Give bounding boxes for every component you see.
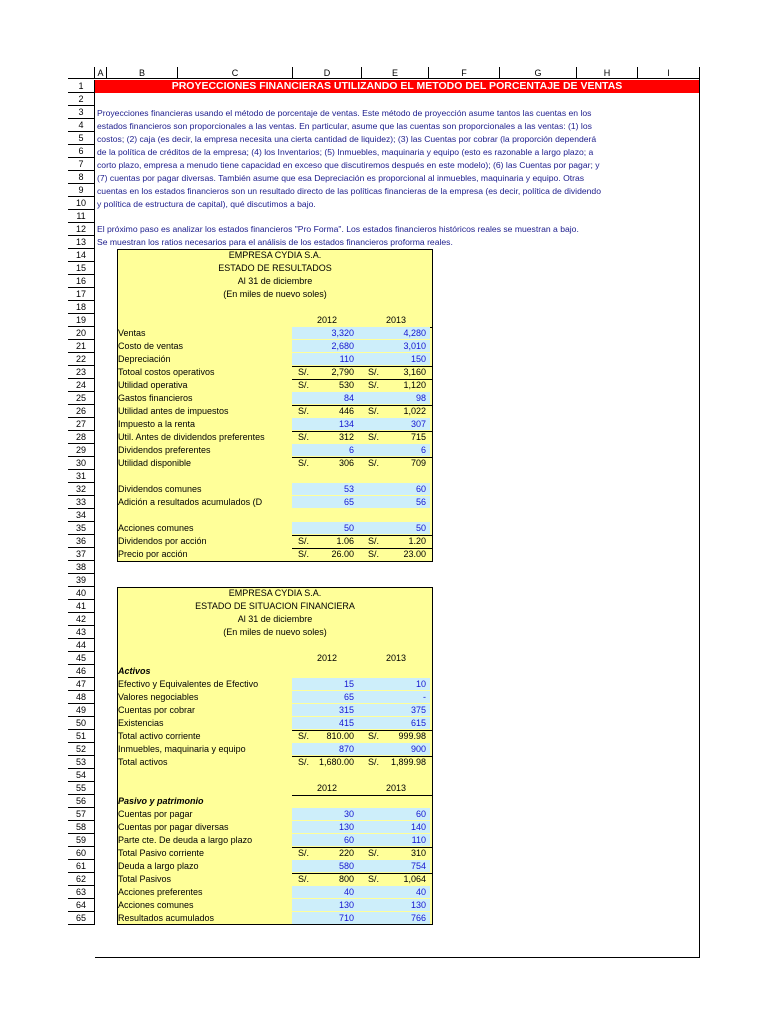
- income-value-2012[interactable]: 110: [339, 354, 354, 364]
- column-header-h[interactable]: H: [577, 67, 638, 79]
- balance-year-2013: 2013: [385, 653, 407, 663]
- income-row-label: Utilidad disponible: [118, 458, 192, 468]
- liabilities-heading: Pasivo y patrimonio: [118, 796, 204, 806]
- balance-value-2012[interactable]: 130: [338, 900, 354, 910]
- balance-value-2012[interactable]: 415: [338, 718, 354, 728]
- income-total-rule: [292, 457, 433, 458]
- income-value-2013[interactable]: 56: [415, 497, 426, 507]
- row-header[interactable]: 44: [68, 639, 95, 652]
- paragraph-line: cuentas en los estados financieros son un resultado directo de las políticas financieras de la empresa (es decir, política de dividendo: [97, 186, 601, 196]
- row-header[interactable]: 28: [68, 431, 95, 444]
- income-currency: S/.: [298, 549, 310, 559]
- paragraph-line: y política de estructura de capital), qué discutimos a bajo.: [97, 199, 316, 209]
- row-header[interactable]: 13: [68, 236, 95, 249]
- column-header-e[interactable]: E: [362, 67, 429, 79]
- balance-value-2012[interactable]: 580: [338, 861, 354, 871]
- balance-year-2012: 2012: [316, 783, 338, 793]
- balance-value-2013[interactable]: 375: [410, 705, 426, 715]
- income-value-2012[interactable]: 3,320: [331, 328, 354, 338]
- income-value-2013[interactable]: 150: [410, 354, 426, 364]
- income-value-2013[interactable]: 3,010: [403, 341, 426, 351]
- row-header[interactable]: 16: [68, 275, 95, 288]
- income-value-2012[interactable]: 446: [338, 406, 354, 416]
- income-value-2012[interactable]: 530: [338, 380, 354, 390]
- income-value-2013[interactable]: 715: [410, 432, 426, 442]
- row-header[interactable]: 45: [68, 652, 95, 665]
- balance-row-label: Total Pasivos: [118, 874, 172, 884]
- row-header[interactable]: 14: [68, 249, 95, 262]
- balance-value-2013[interactable]: 10: [415, 679, 426, 689]
- balance-value-2013[interactable]: -: [423, 692, 426, 702]
- paragraph-line: de la política de créditos de la empresa; (4) los Inventarios; (5) Inmuebles, maquinaria y equipo (esto es razonable a largo plazo; a: [97, 147, 594, 157]
- row-header[interactable]: 1: [68, 80, 95, 93]
- row-header[interactable]: 4: [68, 119, 95, 132]
- balance-value-2012[interactable]: 130: [338, 822, 354, 832]
- row-header[interactable]: 26: [68, 405, 95, 418]
- income-value-2013[interactable]: 1.20: [408, 536, 426, 546]
- balance-value-2013[interactable]: 1,899.98: [390, 757, 426, 767]
- income-value-2012[interactable]: 50: [343, 523, 354, 533]
- row-header[interactable]: 65: [68, 912, 95, 925]
- balance-year-rule: [292, 795, 433, 796]
- income-currency: S/.: [298, 458, 310, 468]
- balance-value-2013[interactable]: 140: [410, 822, 426, 832]
- balance-row-label: Resultados acumulados: [118, 913, 215, 923]
- income-value-2013[interactable]: 98: [415, 393, 426, 403]
- income-date: Al 31 de diciembre: [237, 276, 313, 286]
- income-statement: ESTADO DE RESULTADOS: [218, 263, 332, 273]
- row-header[interactable]: 52: [68, 743, 95, 756]
- balance-row-label: Acciones comunes: [118, 900, 194, 910]
- row-header[interactable]: 30: [68, 457, 95, 470]
- income-value-2013[interactable]: 307: [410, 419, 426, 429]
- row-header[interactable]: 34: [68, 509, 95, 522]
- balance-statement: ESTADO DE SITUACION FINANCIERA: [195, 601, 355, 611]
- income-year-2013: 2013: [385, 315, 407, 325]
- income-row-label: Util. Antes de dividendos preferentes: [118, 432, 265, 442]
- row-header[interactable]: 37: [68, 548, 95, 561]
- balance-currency: S/.: [298, 874, 310, 884]
- balance-value-2013[interactable]: 754: [410, 861, 426, 871]
- balance-currency: S/.: [368, 731, 380, 741]
- income-currency: S/.: [298, 432, 310, 442]
- balance-value-2013[interactable]: 310: [410, 848, 426, 858]
- balance-value-2013[interactable]: 999.98: [398, 731, 426, 741]
- income-row-label: Acciones comunes: [118, 523, 194, 533]
- balance-value-2012[interactable]: 870: [338, 744, 354, 754]
- balance-currency: S/.: [368, 848, 380, 858]
- row-header[interactable]: 7: [68, 158, 95, 171]
- row-header[interactable]: 36: [68, 535, 95, 548]
- income-company: EMPRESA CYDIA S.A.: [228, 250, 322, 260]
- row-header[interactable]: 62: [68, 873, 95, 886]
- paragraph-line: Proyecciones financieras usando el método de porcentaje de ventas. Este método de proyección asume tantos las cuentas en los: [97, 108, 592, 118]
- balance-year-2013: 2013: [385, 783, 407, 793]
- balance-value-2013[interactable]: 615: [410, 718, 426, 728]
- row-header[interactable]: 31: [68, 470, 95, 483]
- income-year-2012: 2012: [316, 315, 338, 325]
- corner-header[interactable]: [68, 67, 95, 79]
- row-header[interactable]: 9: [68, 184, 95, 197]
- row-header[interactable]: 3: [68, 106, 95, 119]
- income-row-label: Dividendos preferentes: [118, 445, 211, 455]
- balance-company: EMPRESA CYDIA S.A.: [228, 588, 322, 598]
- income-value-2013[interactable]: 23.00: [403, 549, 426, 559]
- balance-value-2012[interactable]: 315: [338, 705, 354, 715]
- row-header[interactable]: 50: [68, 717, 95, 730]
- row-header[interactable]: 22: [68, 353, 95, 366]
- balance-total-rule: [292, 847, 433, 848]
- balance-total-rule: [292, 730, 433, 731]
- income-value-2013[interactable]: 50: [415, 523, 426, 533]
- sheet-title[interactable]: PROYECCIONES FINANCIERAS UTILIZANDO EL METODO DEL PORCENTAJE DE VENTAS: [95, 80, 699, 93]
- column-header-f[interactable]: F: [429, 67, 500, 79]
- income-value-2012[interactable]: 2,790: [331, 367, 354, 377]
- income-value-2012[interactable]: 2,680: [331, 341, 354, 351]
- row-header[interactable]: 27: [68, 418, 95, 431]
- row-header[interactable]: 39: [68, 574, 95, 587]
- balance-currency: S/.: [368, 757, 380, 767]
- balance-row-label: Cuentas por pagar: [118, 809, 193, 819]
- row-header[interactable]: 6: [68, 145, 95, 158]
- balance-row-label: Cuentas por pagar diversas: [118, 822, 229, 832]
- row-header[interactable]: 51: [68, 730, 95, 743]
- income-value-2013[interactable]: 1,120: [403, 380, 426, 390]
- income-value-2012[interactable]: 312: [338, 432, 354, 442]
- row-header[interactable]: 25: [68, 392, 95, 405]
- income-currency: S/.: [298, 536, 310, 546]
- income-value-2012[interactable]: 53: [343, 484, 354, 494]
- income-value-2013[interactable]: 60: [415, 484, 426, 494]
- income-currency: S/.: [368, 380, 380, 390]
- income-value-2013[interactable]: 709: [410, 458, 426, 468]
- income-total-rule: [292, 405, 433, 406]
- row-header[interactable]: 19: [68, 314, 95, 327]
- balance-row-label: Parte cte. De deuda a largo plazo: [118, 835, 253, 845]
- row-header[interactable]: 58: [68, 821, 95, 834]
- income-row-label: Precio por acción: [118, 549, 188, 559]
- income-total-rule: [292, 431, 433, 432]
- column-header-b[interactable]: B: [107, 67, 178, 79]
- income-currency: S/.: [298, 380, 310, 390]
- income-currency: S/.: [368, 549, 380, 559]
- row-header[interactable]: 38: [68, 561, 95, 574]
- row-header[interactable]: 47: [68, 678, 95, 691]
- income-row-label: Costo de ventas: [118, 341, 184, 351]
- row-header[interactable]: 43: [68, 626, 95, 639]
- balance-row-label: Efectivo y Equivalentes de Efectivo: [118, 679, 259, 689]
- income-value-2013[interactable]: 4,280: [403, 328, 426, 338]
- balance-value-2013[interactable]: 110: [411, 835, 426, 845]
- row-header[interactable]: 15: [68, 262, 95, 275]
- balance-value-2012[interactable]: 30: [343, 809, 354, 819]
- income-row-label: Gastos financieros: [118, 393, 193, 403]
- row-header[interactable]: 56: [68, 795, 95, 808]
- income-value-2012[interactable]: 26.00: [331, 549, 354, 559]
- row-header[interactable]: 53: [68, 756, 95, 769]
- income-row-label: Adición a resultados acumulados (D: [118, 497, 263, 507]
- income-row-label: Ventas: [118, 328, 146, 338]
- balance-value-2013[interactable]: 900: [410, 744, 426, 754]
- balance-total-rule: [292, 756, 433, 757]
- balance-value-2012[interactable]: 220: [338, 848, 354, 858]
- income-value-2013[interactable]: 6: [420, 445, 426, 455]
- note-pro-forma: El próximo paso es analizar los estados financieros "Pro Forma". Los estados financieros históricos reales se muestran a bajo.: [97, 224, 579, 234]
- balance-row-label: Acciones preferentes: [118, 887, 203, 897]
- row-header[interactable]: 11: [68, 210, 95, 223]
- income-row-label: Dividendos por acción: [118, 536, 207, 546]
- row-header[interactable]: 55: [68, 782, 95, 795]
- balance-value-2012[interactable]: 800: [338, 874, 354, 884]
- income-currency: S/.: [368, 406, 380, 416]
- balance-row-label: Total activos: [118, 757, 168, 767]
- row-header[interactable]: 54: [68, 769, 95, 782]
- row-header[interactable]: 60: [68, 847, 95, 860]
- income-value-2012[interactable]: 6: [348, 445, 354, 455]
- row-header[interactable]: 29: [68, 444, 95, 457]
- income-units: (En miles de nuevo soles): [223, 289, 327, 299]
- balance-currency: S/.: [298, 757, 310, 767]
- balance-row-label: Cuentas por cobrar: [118, 705, 196, 715]
- row-header[interactable]: 32: [68, 483, 95, 496]
- balance-value-2013[interactable]: 60: [415, 809, 426, 819]
- income-currency: S/.: [368, 458, 380, 468]
- income-currency: S/.: [298, 367, 310, 377]
- row-header[interactable]: 59: [68, 834, 95, 847]
- row-header[interactable]: 35: [68, 522, 95, 535]
- income-currency: S/.: [368, 432, 380, 442]
- balance-value-2012[interactable]: 65: [343, 692, 354, 702]
- income-value-2012[interactable]: 134: [338, 419, 354, 429]
- balance-currency: S/.: [298, 731, 310, 741]
- income-row-label: Utilidad antes de impuestos: [118, 406, 229, 416]
- row-header[interactable]: 33: [68, 496, 95, 509]
- paragraph-line: estados financieros son proporcionales a las ventas. En particular, asume que las cuentas son proporcionales a las ventas: (1) los: [97, 121, 592, 131]
- row-header[interactable]: 41: [68, 600, 95, 613]
- income-value-2013[interactable]: 3,160: [403, 367, 426, 377]
- balance-value-2012[interactable]: 710: [338, 913, 354, 923]
- balance-row-label: Existencias: [118, 718, 164, 728]
- column-header-c[interactable]: C: [178, 67, 293, 79]
- income-value-2012[interactable]: 1.06: [336, 536, 354, 546]
- row-header[interactable]: 17: [68, 288, 95, 301]
- row-header[interactable]: 12: [68, 223, 95, 236]
- balance-value-2012[interactable]: 15: [343, 679, 354, 689]
- income-total-rule: [292, 366, 433, 367]
- row-header[interactable]: 18: [68, 301, 95, 314]
- row-header[interactable]: 40: [68, 587, 95, 600]
- row-header[interactable]: 10: [68, 197, 95, 210]
- balance-row-label: Deuda a largo plazo: [118, 861, 199, 871]
- balance-row-label: Total activo corriente: [118, 731, 201, 741]
- row-header[interactable]: 61: [68, 860, 95, 873]
- balance-date: Al 31 de diciembre: [237, 614, 313, 624]
- balance-value-2012[interactable]: 40: [343, 887, 354, 897]
- row-header[interactable]: 48: [68, 691, 95, 704]
- balance-value-2013[interactable]: 766: [410, 913, 426, 923]
- balance-value-2012[interactable]: 1,680.00: [318, 757, 354, 767]
- balance-currency: S/.: [368, 874, 380, 884]
- balance-row-label: Valores negociables: [118, 692, 199, 702]
- column-header-i[interactable]: I: [638, 67, 700, 79]
- income-total-rule: [292, 379, 433, 380]
- income-currency: S/.: [368, 536, 380, 546]
- balance-value-2013[interactable]: 1,064: [403, 874, 426, 884]
- paragraph-line: costos; (2) caja (es decir, la empresa necesita una cierta cantidad de liquidez); (3) las Cuentas por cobrar (la proporción dependerá: [97, 134, 597, 144]
- income-currency: S/.: [298, 406, 310, 416]
- income-value-2012[interactable]: 306: [338, 458, 354, 468]
- income-value-2013[interactable]: 1,022: [403, 406, 426, 416]
- row-header[interactable]: 46: [68, 665, 95, 678]
- income-row-label: Impuesto a la renta: [118, 419, 196, 429]
- column-header-g[interactable]: G: [500, 67, 577, 79]
- row-header[interactable]: 64: [68, 899, 95, 912]
- spreadsheet[interactable]: [68, 67, 700, 958]
- paragraph-line: corto plazo, empresa a menudo tiene capacidad en exceso que discutiremos después en este modelo); (6) las Cuentas por pagar; y: [97, 160, 600, 170]
- row-header[interactable]: 57: [68, 808, 95, 821]
- row-header[interactable]: 23: [68, 366, 95, 379]
- income-row-label: Totoal costos operativos: [118, 367, 215, 377]
- row-header[interactable]: 49: [68, 704, 95, 717]
- note-ratios: Se muestran los ratios necesarios para el análisis de los estados financieros proforma reales.: [97, 237, 453, 247]
- row-header[interactable]: 2: [68, 93, 95, 106]
- balance-total-rule: [292, 873, 433, 874]
- balance-row-label: Total Pasivo corriente: [118, 848, 205, 858]
- balance-units: (En miles de nuevo soles): [223, 627, 327, 637]
- balance-value-2013[interactable]: 40: [415, 887, 426, 897]
- row-header[interactable]: 21: [68, 340, 95, 353]
- balance-value-2013[interactable]: 130: [410, 900, 426, 910]
- balance-value-2012[interactable]: 60: [343, 835, 354, 845]
- income-total-rule: [292, 535, 433, 536]
- row-header[interactable]: 63: [68, 886, 95, 899]
- balance-value-2012[interactable]: 810.00: [326, 731, 354, 741]
- row-header[interactable]: 42: [68, 613, 95, 626]
- row-header[interactable]: 8: [68, 171, 95, 184]
- income-currency: S/.: [368, 367, 380, 377]
- row-header[interactable]: 24: [68, 379, 95, 392]
- column-header-a[interactable]: A: [95, 67, 107, 79]
- income-value-2012[interactable]: 84: [343, 393, 354, 403]
- income-total-rule: [292, 548, 433, 549]
- balance-year-2012: 2012: [316, 653, 338, 663]
- row-header[interactable]: 5: [68, 132, 95, 145]
- income-row-label: Utilidad operativa: [118, 380, 188, 390]
- row-header[interactable]: 20: [68, 327, 95, 340]
- paragraph-line: (7) cuentas por pagar diversas. También asume que esa Depreciación es proporcional al inmuebles, maquinaria y equipo. Otras: [97, 173, 585, 183]
- income-row-label: Dividendos comunes: [118, 484, 202, 494]
- balance-row-label: Inmuebles, maquinaria y equipo: [118, 744, 246, 754]
- column-header-d[interactable]: D: [293, 67, 362, 79]
- assets-heading: Activos: [118, 666, 151, 676]
- income-row-label: Depreciación: [118, 354, 171, 364]
- balance-currency: S/.: [298, 848, 310, 858]
- income-value-2012[interactable]: 65: [343, 497, 354, 507]
